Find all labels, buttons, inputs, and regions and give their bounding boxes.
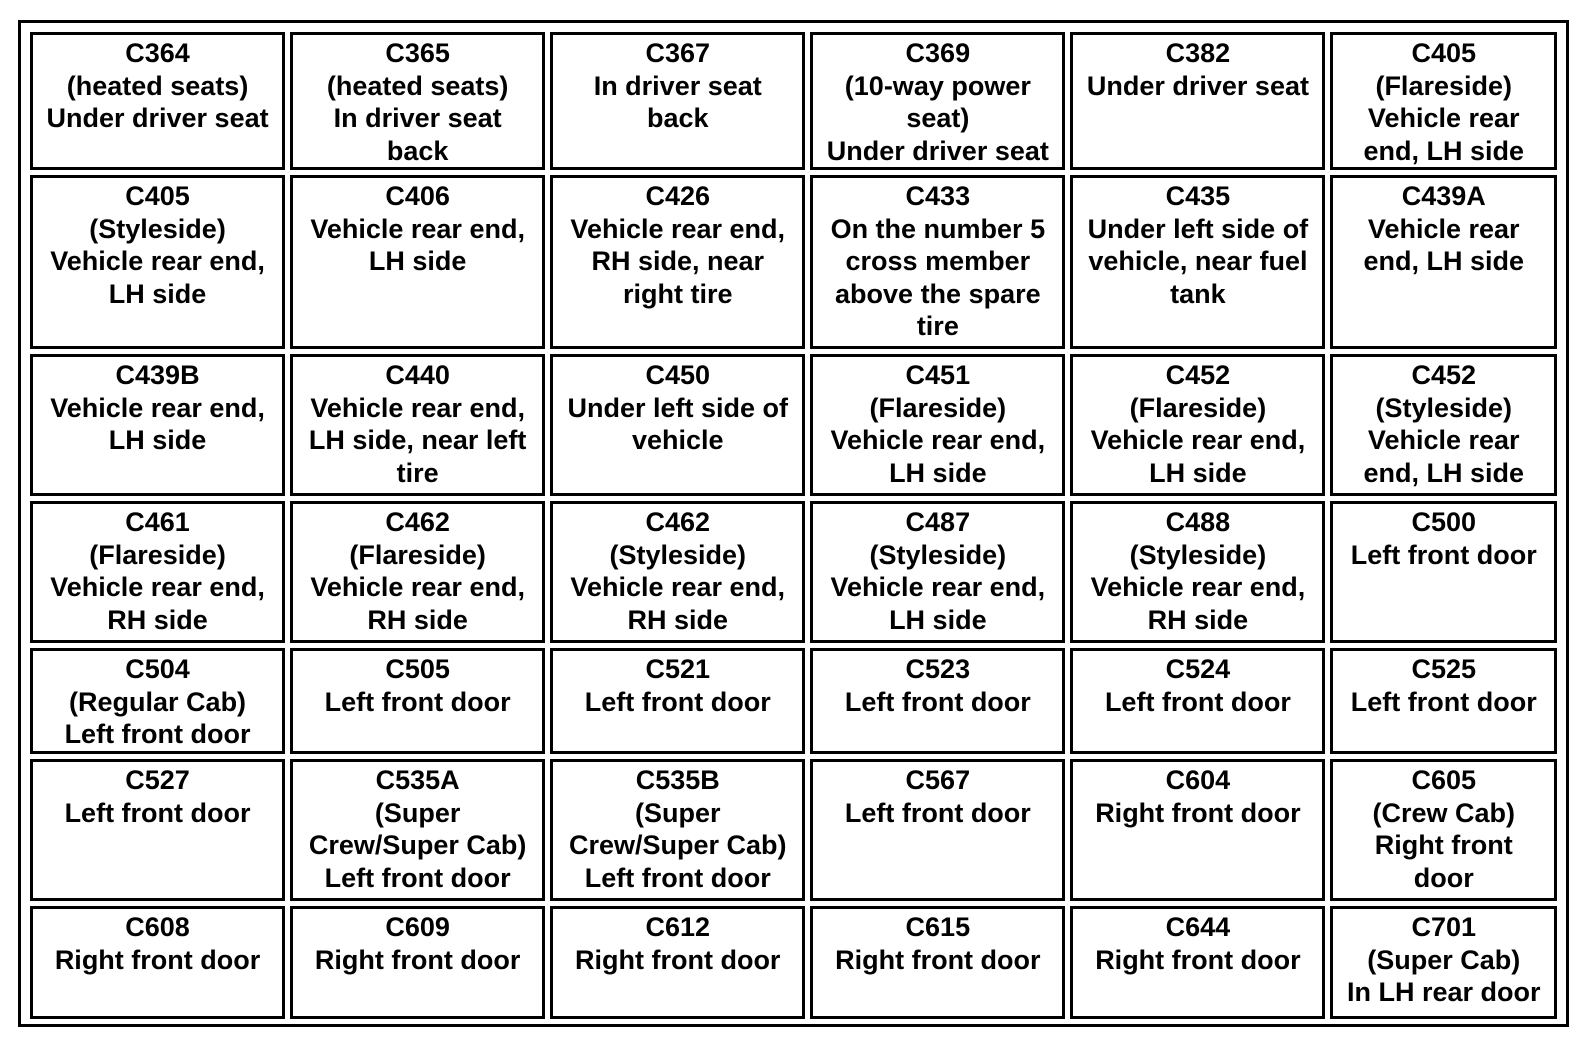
connector-id: C462 xyxy=(385,507,450,537)
connector-location-line: end, LH side xyxy=(1363,135,1524,166)
connector-location-line: Vehicle rear end, xyxy=(310,213,525,244)
connector-cell xyxy=(1070,32,1325,170)
connector-location-line: Right front door xyxy=(54,944,261,975)
connector-cell xyxy=(1330,648,1557,754)
connector-location-line: Right front door xyxy=(575,944,781,975)
connector-id: C612 xyxy=(645,912,710,942)
connector-cell xyxy=(1070,501,1325,643)
connector-id: C426 xyxy=(645,181,710,211)
connector-id: C644 xyxy=(1165,912,1231,942)
connector-location-line: (Styleside) xyxy=(1129,539,1267,570)
connector-id: C364 xyxy=(125,38,190,68)
connector-location-line: (Crew Cab) xyxy=(1372,797,1515,828)
connector-id: C701 xyxy=(1411,912,1476,942)
connector-location-line: RH side xyxy=(107,604,208,635)
connector-id: C439A xyxy=(1401,181,1486,211)
connector-cell xyxy=(550,759,805,901)
connector-location-line: Vehicle rear end, xyxy=(1090,572,1306,602)
connector-location-line: Vehicle rear xyxy=(1367,213,1520,244)
connector-id: C523 xyxy=(905,654,971,684)
connector-location-line: end, LH side xyxy=(1363,246,1524,276)
connector-location-line: tire xyxy=(916,311,959,341)
connector-id: C567 xyxy=(905,765,971,795)
connector-id: C450 xyxy=(645,360,710,390)
connector-location-line: LH side xyxy=(368,246,467,276)
connector-id: C521 xyxy=(645,654,710,684)
connector-location-line: Left front door xyxy=(64,719,251,749)
connector-location-line: (Flareside) xyxy=(869,392,1007,423)
connector-location-line: Crew/Super Cab) xyxy=(568,830,787,860)
connector-location-line: In driver seat xyxy=(333,103,502,133)
connector-cell xyxy=(290,175,545,349)
connector-location-line: Left front door xyxy=(324,862,511,893)
connector-cell xyxy=(1330,906,1557,1019)
connector-location-line: LH side xyxy=(108,425,207,455)
table-row xyxy=(30,759,1557,901)
connector-location-line: end, LH side xyxy=(1363,457,1524,488)
connector-cell xyxy=(290,32,545,170)
connector-cell xyxy=(1070,175,1325,349)
connector-id: C500 xyxy=(1411,507,1476,537)
connector-id: C504 xyxy=(125,654,190,684)
connector-cell xyxy=(1330,759,1557,901)
connector-location-line: (Super xyxy=(634,797,721,828)
connector-id: C405 xyxy=(1411,38,1476,68)
connector-location-line: RH side, near xyxy=(591,246,765,276)
connector-location-line: Right front door xyxy=(314,944,521,975)
connector-id: C462 xyxy=(645,507,710,537)
connector-location-line: (Styleside) xyxy=(869,539,1007,570)
connector-cell xyxy=(810,175,1065,349)
connector-id: C382 xyxy=(1165,38,1231,68)
connector-location-table-frame xyxy=(18,20,1569,1027)
connector-location-line: (Styleside) xyxy=(89,213,226,244)
connector-location-line: Left front door xyxy=(584,862,771,893)
connector-id: C433 xyxy=(905,181,971,211)
connector-location-line: LH side xyxy=(108,278,207,309)
connector-cell xyxy=(1330,501,1557,643)
connector-cell xyxy=(810,501,1065,643)
connector-cell xyxy=(1070,906,1325,1019)
connector-id: C527 xyxy=(125,765,190,795)
connector-location-line: Under driver seat xyxy=(826,135,1049,166)
connector-cell xyxy=(810,906,1065,1019)
connector-location-line: Vehicle rear end, xyxy=(830,425,1046,455)
connector-location-line: Right front door xyxy=(1095,797,1301,828)
table-row xyxy=(30,175,1557,349)
connector-location-line: LH side xyxy=(889,604,987,635)
connector-location-line: Vehicle rear end, xyxy=(50,392,265,423)
connector-location-line: Vehicle rear end, xyxy=(310,572,525,602)
connector-location-line: Under driver seat xyxy=(1086,70,1309,101)
connector-id: C452 xyxy=(1411,360,1476,390)
connector-location-line: (Super xyxy=(374,797,461,828)
connector-id: C488 xyxy=(1165,507,1231,537)
connector-cell xyxy=(810,759,1065,901)
connector-id: C535B xyxy=(635,765,720,795)
connector-location-line: back xyxy=(646,103,709,133)
connector-location-line: (Regular Cab) xyxy=(69,686,247,717)
connector-location-line: Left front door xyxy=(1350,686,1537,717)
connector-cell xyxy=(30,354,285,496)
connector-location-line: (heated seats) xyxy=(326,70,509,101)
table-row xyxy=(30,354,1557,496)
connector-id: C535A xyxy=(375,765,460,795)
connector-id: C369 xyxy=(905,38,971,68)
connector-location-line: Left front door xyxy=(1350,539,1537,570)
table-row xyxy=(30,32,1557,170)
table-row xyxy=(30,648,1557,754)
connector-cell xyxy=(1330,32,1557,170)
connector-location-line: tank xyxy=(1170,278,1226,309)
connector-location-line: (Flareside) xyxy=(349,539,486,570)
connector-cell xyxy=(550,175,805,349)
connector-location-line: (Flareside) xyxy=(89,539,226,570)
connector-cell xyxy=(1330,175,1557,349)
connector-cell xyxy=(30,906,285,1019)
connector-location-line: Right front xyxy=(1374,830,1513,860)
connector-location-line: Left front door xyxy=(844,686,1031,717)
connector-cell xyxy=(290,759,545,901)
connector-table-body xyxy=(30,32,1557,1019)
connector-location-line: (Styleside) xyxy=(1375,392,1512,423)
connector-location-line: Left front door xyxy=(64,797,251,828)
connector-id: C487 xyxy=(905,507,971,537)
connector-location-line: Left front door xyxy=(324,686,511,717)
connector-cell xyxy=(810,354,1065,496)
connector-location-line: Under left side of xyxy=(567,392,788,423)
connector-location-line: Left front door xyxy=(1104,686,1291,717)
connector-location-line: Vehicle rear xyxy=(1367,103,1520,133)
connector-cell xyxy=(30,32,285,170)
table-row xyxy=(30,501,1557,643)
connector-location-line: RH side xyxy=(1147,604,1249,635)
connector-location-line: Crew/Super Cab) xyxy=(308,830,527,860)
connector-location-line: LH side, near left xyxy=(308,425,527,455)
connector-location-line: Vehicle rear end, xyxy=(50,572,265,602)
connector-location-line: LH side xyxy=(1149,457,1247,488)
connector-id: C608 xyxy=(125,912,190,942)
connector-location-line: (Styleside) xyxy=(609,539,746,570)
connector-id: C451 xyxy=(905,360,971,390)
connector-cell xyxy=(30,648,285,754)
connector-location-line: above the spare xyxy=(835,278,1041,309)
connector-location-line: (10-way power xyxy=(844,70,1031,101)
connector-location-line: (heated seats) xyxy=(66,70,249,101)
connector-id: C604 xyxy=(1165,765,1231,795)
connector-location-line: (Flareside) xyxy=(1129,392,1267,423)
connector-location-line: RH side xyxy=(627,604,728,635)
connector-id: C461 xyxy=(125,507,190,537)
connector-cell xyxy=(30,175,285,349)
connector-location-line: Under driver seat xyxy=(46,103,269,133)
connector-id: C525 xyxy=(1411,654,1476,684)
connector-cell xyxy=(1070,648,1325,754)
connector-cell xyxy=(550,501,805,643)
connector-location-line: seat) xyxy=(906,103,970,133)
connector-cell xyxy=(30,501,285,643)
connector-location-line: Vehicle rear end, xyxy=(830,572,1046,602)
connector-cell xyxy=(810,32,1065,170)
connector-location-line: Under left side of xyxy=(1087,213,1309,244)
connector-location-line: Vehicle rear end, xyxy=(50,246,265,276)
connector-location-line: On the number 5 xyxy=(830,213,1046,244)
connector-location-line: vehicle xyxy=(631,425,724,455)
connector-cell xyxy=(810,648,1065,754)
connector-cell xyxy=(290,906,545,1019)
connector-location-line: (Flareside) xyxy=(1375,70,1512,101)
connector-location-line: Vehicle rear end, xyxy=(1090,425,1306,455)
connector-cell xyxy=(290,501,545,643)
connector-cell xyxy=(550,32,805,170)
connector-location-line: back xyxy=(386,135,449,166)
connector-location-line: Left front door xyxy=(584,686,771,717)
connector-cell xyxy=(550,648,805,754)
connector-id: C405 xyxy=(125,181,190,211)
connector-id: C609 xyxy=(385,912,450,942)
connector-location-line: RH side xyxy=(367,604,468,635)
connector-location-line: door xyxy=(1413,862,1474,893)
connector-id: C435 xyxy=(1165,181,1231,211)
connector-cell xyxy=(1330,354,1557,496)
connector-id: C406 xyxy=(385,181,450,211)
connector-location-line: cross member xyxy=(845,246,1031,276)
connector-id: C365 xyxy=(385,38,450,68)
connector-location-line: Right front door xyxy=(835,944,1041,975)
connector-location-line: Vehicle rear end, xyxy=(570,572,786,602)
connector-location-line: Vehicle rear xyxy=(1367,425,1520,455)
connector-location-line: In LH rear door xyxy=(1346,977,1541,1007)
connector-location-line: Right front door xyxy=(1095,944,1301,975)
connector-cell xyxy=(30,759,285,901)
connector-cell xyxy=(550,354,805,496)
connector-cell xyxy=(1070,354,1325,496)
connector-location-line: vehicle, near fuel xyxy=(1088,246,1308,276)
connector-id: C452 xyxy=(1165,360,1231,390)
table-row xyxy=(30,906,1557,1019)
connector-cell xyxy=(1070,759,1325,901)
connector-id: C605 xyxy=(1411,765,1476,795)
connector-location-line: (Super Cab) xyxy=(1367,944,1521,975)
connector-id: C439B xyxy=(115,360,200,390)
connector-id: C524 xyxy=(1165,654,1231,684)
connector-id: C440 xyxy=(385,360,450,390)
connector-cell xyxy=(290,354,545,496)
connector-cell xyxy=(550,906,805,1019)
connector-location-line: Vehicle rear end, xyxy=(310,392,525,423)
connector-id: C505 xyxy=(385,654,450,684)
connector-location-line: tire xyxy=(396,457,439,488)
connector-location-line: Vehicle rear end, xyxy=(570,213,786,244)
connector-location-line: right tire xyxy=(622,278,733,309)
connector-location-line: Left front door xyxy=(844,797,1031,828)
connector-id: C367 xyxy=(645,38,710,68)
connector-cell xyxy=(290,648,545,754)
connector-location-line: LH side xyxy=(889,457,987,488)
connector-location-table xyxy=(25,27,1562,1024)
connector-location-line: In driver seat xyxy=(593,70,762,101)
connector-id: C615 xyxy=(905,912,971,942)
